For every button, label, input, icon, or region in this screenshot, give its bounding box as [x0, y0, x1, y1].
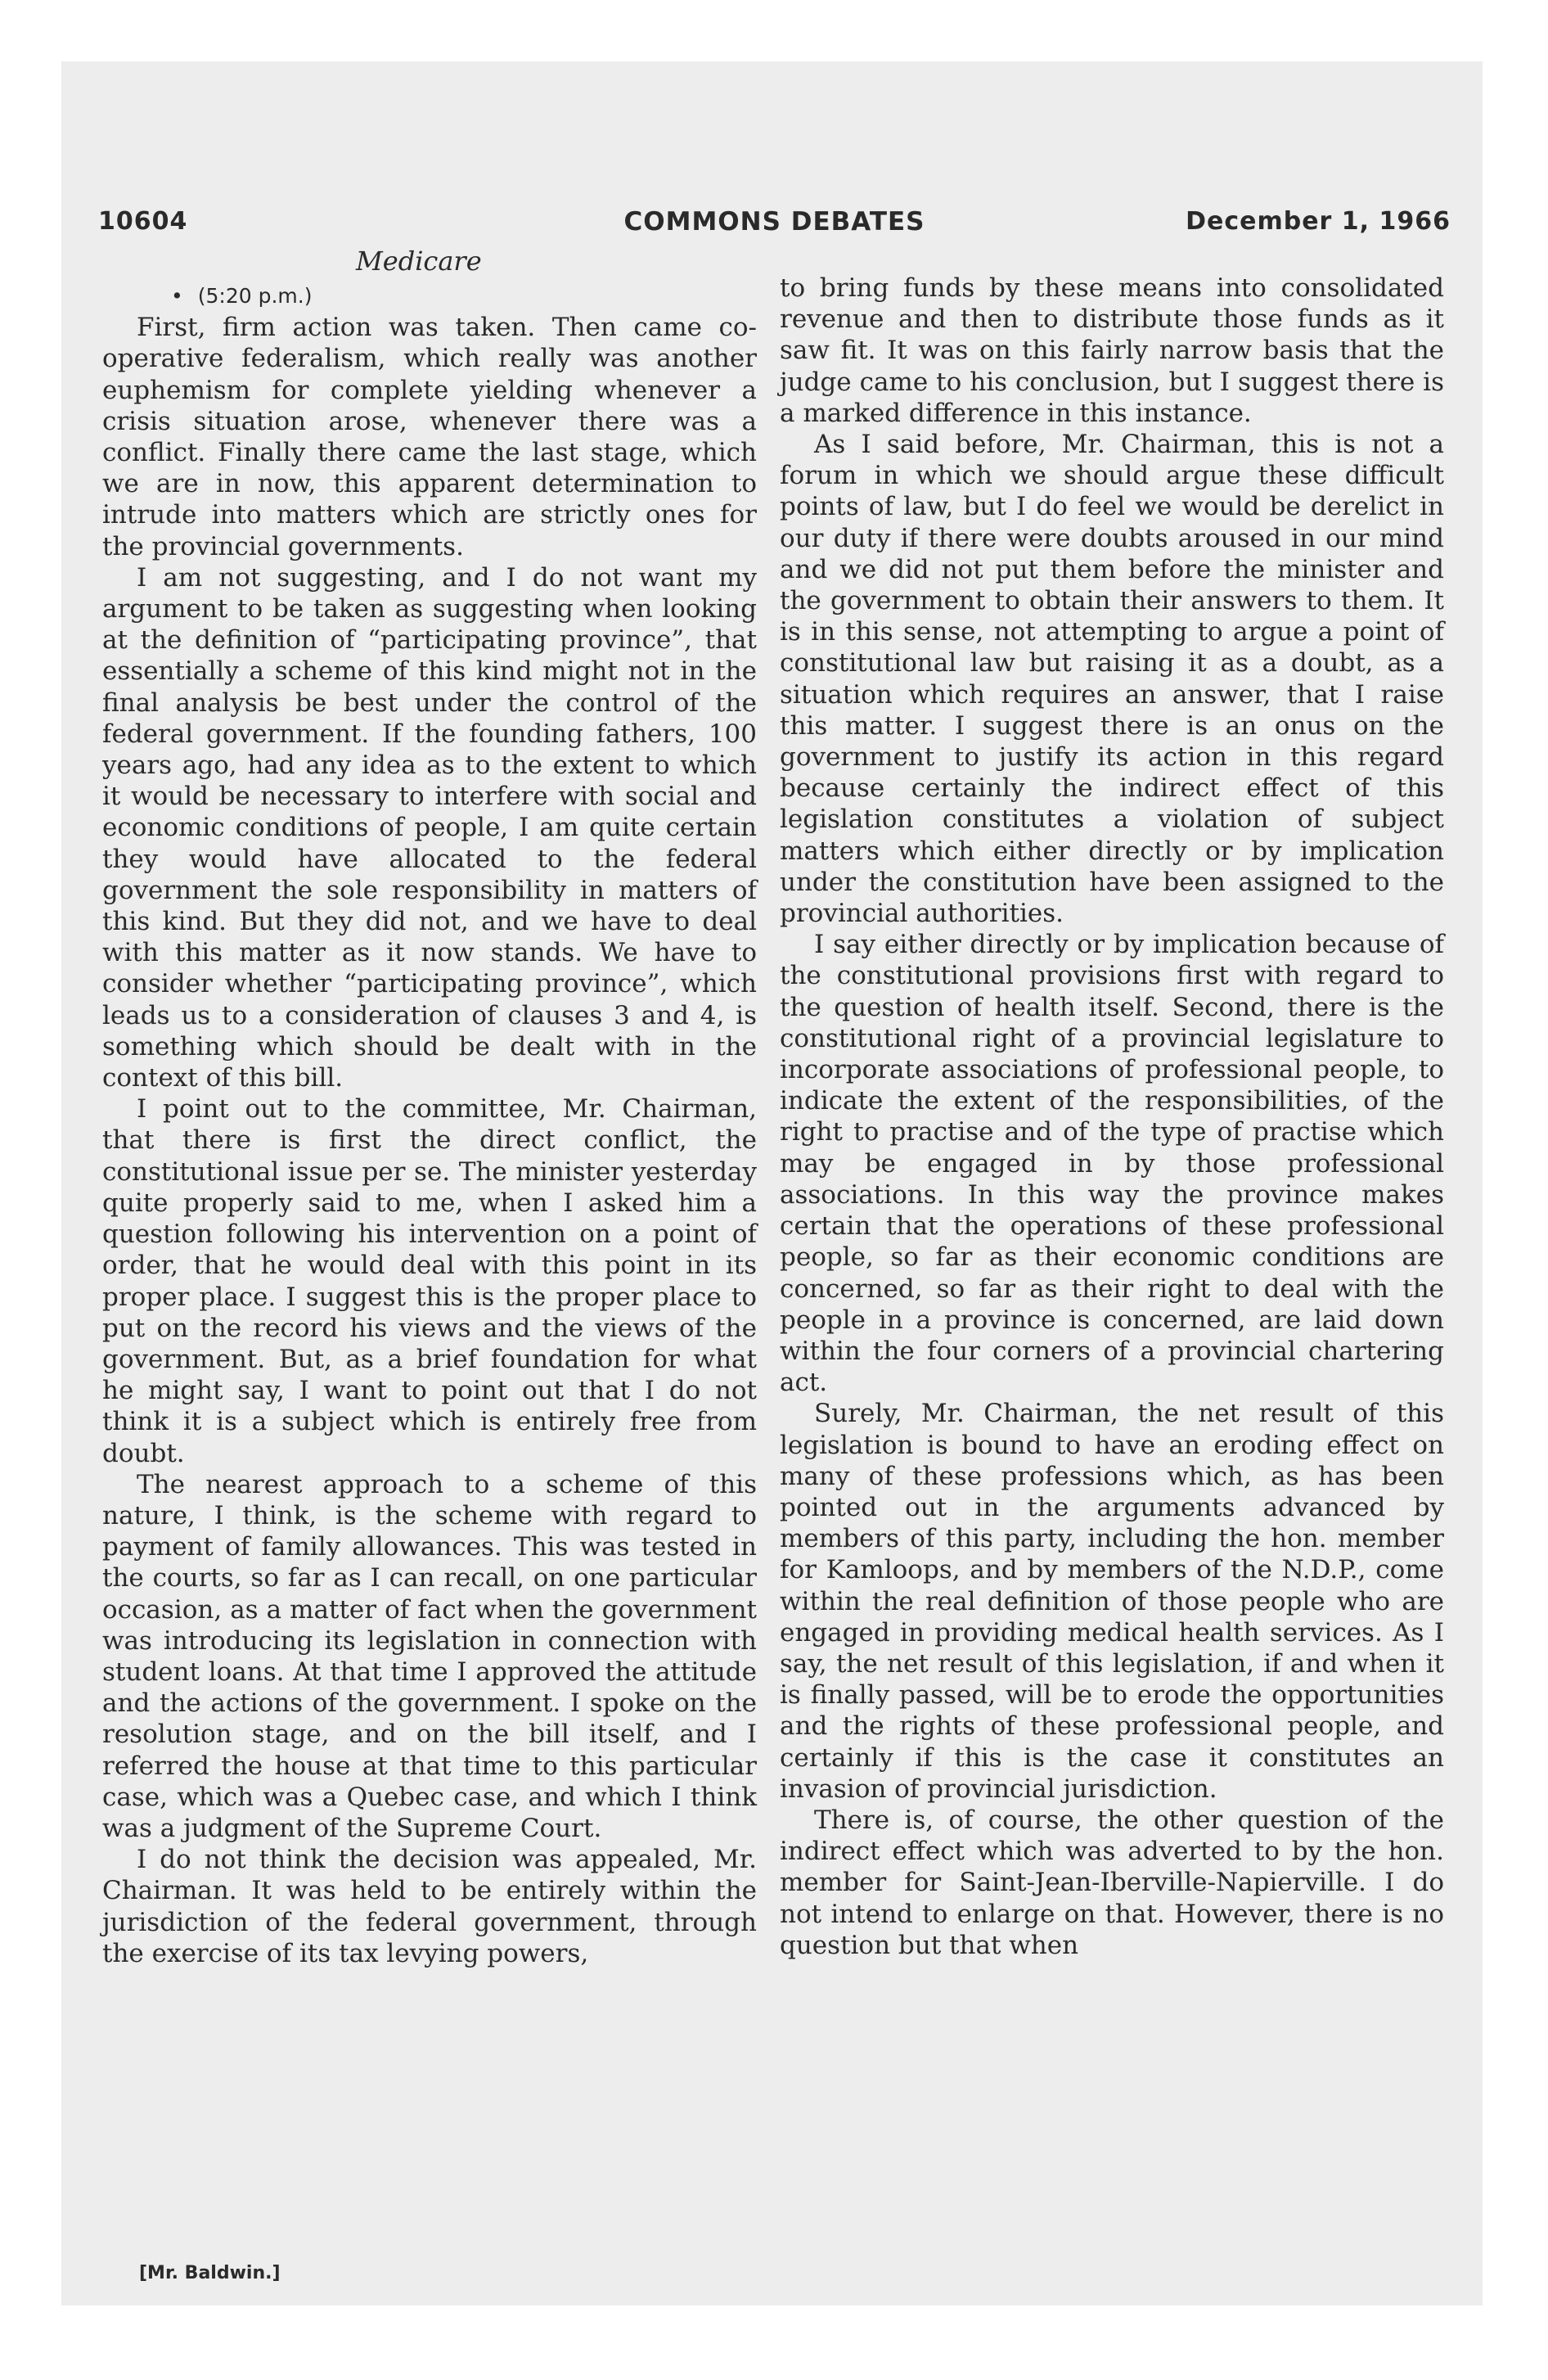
page-header — [98, 207, 1451, 246]
paragraph: I am not suggesting, and I do not want my argument to be taken as suggesting when looking at the definition of “participating province”, that essentially a scheme of this kind might not in the final analysis be best under the control of the federal government. If the founding fathers, 100 years ago, had any idea as to the extent to which it would be necessary to interfere with social and economic conditions of people, I am quite certain they would have allocated to the federal government the sole responsibility in matters of this kind. But they did not, and we have to deal with this matter as it now stands. We have to consider whether “participating province”, which leads us to a consideration of clauses 3 and 4, is something which should be dealt with in the context of this bill. — [102, 562, 757, 1093]
left-column — [102, 281, 757, 1969]
paragraph: I point out to the committee, Mr. Chairman, that there is first the direct conflict, the constitutional issue per se. The minister yesterday quite properly said to me, when I asked him a question following his intervention on a point of order, that he would deal with this point in its proper place. I suggest this is the proper place to put on the record his views and the views of the government. But, as a brief foundation for what he might say, I want to point out that I do not think it is a subject which is entirely free from doubt. — [102, 1094, 757, 1468]
page-number: 10604 — [98, 207, 188, 236]
paragraph: I do not think the decision was appealed, Mr. Chairman. It was held to be entirely within the jurisdiction of the federal government, through the exercise of its tax levying powers, — [102, 1845, 757, 1968]
paragraph: First, firm action was taken. Then came co-operative federalism, which really was another euphemism for complete yielding whenever a crisis situation arose, whenever there was a conflict. Finally there came the last stage, which we are in now, this apparent determination to intrude into matters which are strictly ones for the provincial governments. — [102, 313, 757, 561]
time-stamp: (5:20 p.m.) — [197, 284, 313, 308]
right-column — [780, 273, 1444, 1961]
paragraph: As I said before, Mr. Chairman, this is not a forum in which we should argue these difficult points of law, but I do feel we would be derelict in our duty if there were doubts aroused in our mind and we did not put them before the minister and the government to obtain their answers to them. It is in this sense, not attempting to argue a point of constitutional law but raising it as a doubt, as a situation which requires an answer, that I raise this matter. I suggest there is an onus on the government to justify its action in this regard because certainly the indirect effect of this legislation constitutes a violation of subject matters which either directly or by implication under the constitution have been assigned to the provincial authorities. — [780, 430, 1444, 929]
paragraph: Surely, Mr. Chairman, the net result of this legislation is bound to have an eroding effect on many of these professions which, as has been pointed out in the arguments advanced by members of this party, including the hon. member for Kamloops, and by members of the N.D.P., come within the real definition of those people who are engaged in providing medical health services. As I say, the net result of this legislation, if and when it is finally passed, will be to erode the opportunities and the rights of these professional people, and certainly if this is the case it constitutes an invasion of provincial jurisdiction. — [780, 1399, 1444, 1804]
speaker-attribution: [Mr. Baldwin.] — [139, 2263, 281, 2283]
bullet-icon: • — [171, 284, 183, 308]
paragraph: to bring funds by these means into consolidated revenue and then to distribute those funds as it saw fit. It was on this fairly narrow basis that the judge came to his conclusion, but I suggest there is a marked difference in this instance. — [780, 273, 1444, 428]
time-marker — [102, 281, 757, 312]
page — [61, 61, 1483, 2306]
section-title: Medicare — [356, 246, 482, 277]
publication-title: COMMONS DEBATES — [623, 207, 925, 237]
paragraph: The nearest approach to a scheme of this nature, I think, is the scheme with regard to payment of family allowances. This was tested in the courts, so far as I can recall, on one particular occasion, as a matter of fact when the government was introducing its legislation in connection with student loans. At that time I approved the attitude and the actions of the government. I spoke on the resolution stage, and on the bill itself, and I referred the house at that time to this particular case, which was a Quebec case, and which I think was a judgment of the Supreme Court. — [102, 1469, 757, 1843]
paragraph: I say either directly or by implication because of the constitutional provisions first with regard to the question of health itself. Second, there is the constitutional right of a provincial legislature to incorporate associations of professional people, to indicate the extent of the responsibilities, of the right to practise and of the type of practise which may be engaged in by those professional associations. In this way the province makes certain that the operations of these professional people, so far as their economic conditions are concerned, so far as their right to deal with the people in a province is concerned, are laid down within the four corners of a provincial chartering act. — [780, 930, 1444, 1398]
paragraph: There is, of course, the other question of the indirect effect which was adverted to by the hon. member for Saint-Jean-Iberville-Napierville. I do not intend to enlarge on that. However, there is no question but that when — [780, 1805, 1444, 1960]
publication-date: December 1, 1966 — [1186, 207, 1451, 236]
